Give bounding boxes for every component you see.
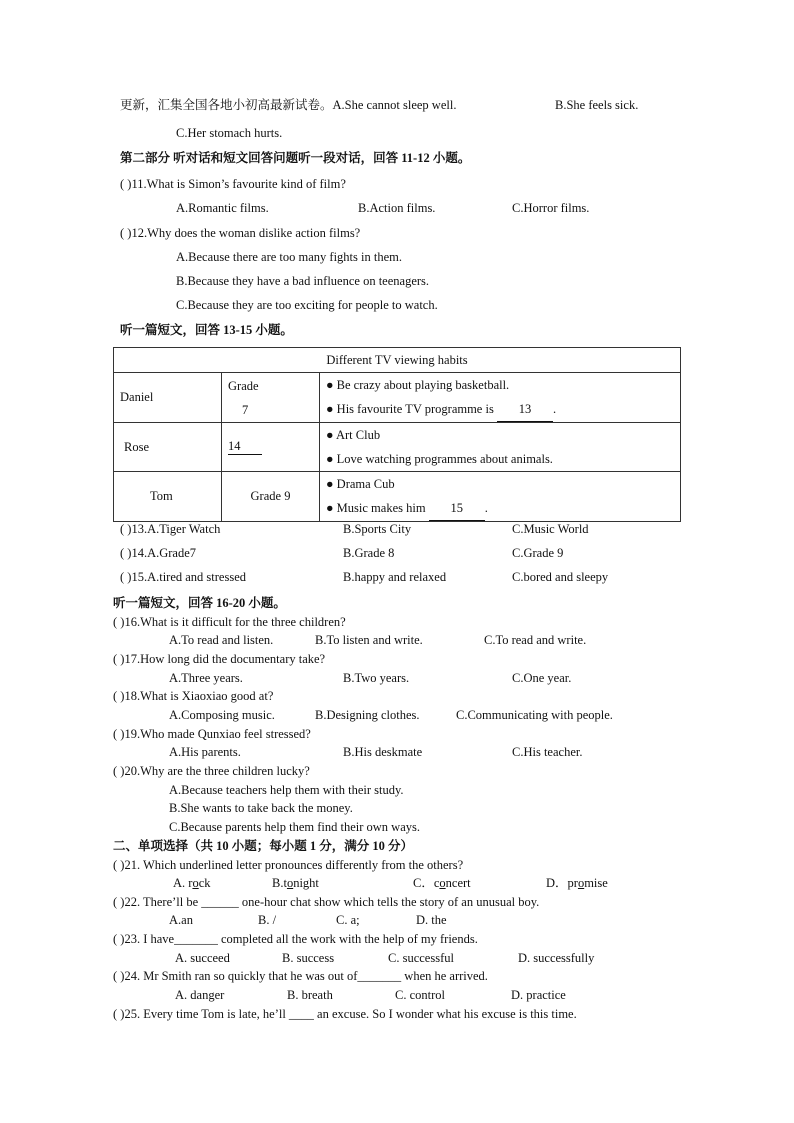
table-row — [114, 423, 681, 472]
option-a: A.To read and listen. — [169, 633, 274, 647]
question-19 — [113, 726, 311, 742]
option-c: C.Because parents help them find their own ways. — [169, 820, 420, 834]
option-a: A.Three years. — [169, 671, 243, 685]
question-stem: 17.How long did the documentary take? — [124, 652, 326, 666]
question-16 — [113, 614, 346, 630]
question-stem: 16.What is it difficult for the three children? — [124, 615, 346, 629]
option-c: C. control — [395, 988, 445, 1002]
passage1-heading: 听一篇短文，回答 13-15 小题。 — [120, 323, 293, 337]
option-c: C.To read and write. — [484, 633, 587, 647]
option-b — [272, 875, 319, 891]
question-stem: 19.Who made Qunxiao feel stressed? — [124, 727, 311, 741]
option-c: C.Her stomach hurts. — [176, 126, 283, 140]
option-c: C.Horror films. — [512, 201, 590, 215]
question-17 — [113, 651, 325, 667]
option-a: A.an — [169, 913, 193, 927]
option-a: A. danger — [175, 988, 225, 1002]
question-15 — [120, 569, 246, 585]
option-b: B.To listen and write. — [315, 633, 423, 647]
question-stem: 14.A.Grade7 — [131, 546, 197, 560]
answer-paren[interactable]: ( ) — [113, 615, 125, 629]
question-stem: 20.Why are the three children lucky? — [124, 764, 310, 778]
option-b: B. success — [282, 951, 335, 965]
info-text: ● Music makes him — [326, 501, 429, 515]
answer-paren[interactable]: ( ) — [120, 226, 132, 240]
option-a: A. succeed — [175, 951, 230, 965]
question-stem: 13.A.Tiger Watch — [131, 522, 221, 536]
option-b: B.Action films. — [358, 201, 436, 215]
grade-label: Grade — [228, 378, 259, 393]
option-a: A.Romantic films. — [176, 201, 269, 215]
question-stem: 12.Why does the woman dislike action films? — [131, 226, 361, 240]
answer-paren[interactable]: ( ) — [120, 522, 132, 536]
answer-paren[interactable]: ( ) — [113, 932, 125, 946]
question-25 — [113, 1006, 577, 1022]
question-18 — [113, 688, 273, 704]
option-b: B.Sports City — [343, 522, 412, 536]
option-text: D．pr — [546, 876, 578, 890]
question-stem: 25. Every time Tom is late, he’ll ____ an excuse. So I wonder what his excuse is this time. — [124, 1007, 577, 1021]
answer-paren[interactable]: ( ) — [113, 895, 125, 909]
option-a: A.Composing music. — [169, 708, 275, 722]
row-name: Daniel — [114, 373, 222, 423]
underlined-letter: o — [439, 876, 446, 890]
question-stem: 11.What is Simon’s favourite kind of film? — [131, 177, 346, 191]
option-a: A.His parents. — [169, 745, 241, 759]
answer-paren[interactable]: ( ) — [113, 727, 125, 741]
underlined-letter: o — [286, 876, 294, 890]
q10-options-line — [120, 97, 456, 113]
info-text: ● His favourite TV programme is — [326, 402, 497, 416]
info-punct: . — [552, 402, 557, 416]
option-b: B.His deskmate — [343, 745, 423, 759]
answer-blank-14[interactable]: 14 — [228, 439, 262, 455]
question-stem: 15.A.tired and stressed — [131, 570, 247, 584]
option-b: B. / — [258, 913, 277, 927]
info-line — [326, 496, 674, 521]
answer-paren[interactable]: ( ) — [120, 570, 132, 584]
option-c: C.Communicating with people. — [456, 708, 613, 722]
question-12 — [120, 225, 360, 241]
underlined-letter: o — [577, 876, 585, 890]
answer-paren[interactable]: ( ) — [113, 1007, 125, 1021]
question-24 — [113, 968, 488, 984]
row-grade: Grade 9 — [222, 472, 320, 522]
option-text: B.t — [272, 876, 287, 890]
option-b: B. breath — [287, 988, 333, 1002]
option-text: C．c — [413, 876, 440, 890]
info-line: ● Art Club — [326, 428, 381, 442]
question-stem: 23. I have_______ completed all the work with the help of my friends. — [124, 932, 478, 946]
table-title: Different TV viewing habits — [114, 348, 681, 373]
table-row — [114, 472, 681, 522]
option-c: C.One year. — [512, 671, 572, 685]
option-a: A.She cannot sleep well. — [332, 98, 457, 112]
row-info — [320, 373, 681, 423]
answer-paren[interactable]: ( ) — [113, 764, 125, 778]
question-stem: 22. There’ll be ______ one-hour chat show which tells the story of an unusual boy. — [124, 895, 540, 909]
answer-blank-13[interactable]: 13 — [497, 397, 553, 422]
option-b: B.Designing clothes. — [315, 708, 420, 722]
option-text: A. r — [173, 876, 193, 890]
option-c — [413, 875, 471, 891]
info-line: ● Drama Cub — [326, 477, 395, 491]
row-grade — [222, 423, 320, 472]
option-d: D. the — [416, 913, 447, 927]
info-line: ● Love watching programmes about animals. — [326, 452, 553, 466]
underlined-letter: o — [192, 876, 199, 890]
question-stem: 24. Mr Smith ran so quickly that he was out of_______ when he arrived. — [124, 969, 488, 983]
row-grade — [222, 373, 320, 423]
row-info — [320, 423, 681, 472]
info-line — [326, 397, 674, 422]
question-13 — [120, 521, 220, 537]
option-text: ck — [198, 876, 211, 890]
question-22 — [113, 894, 539, 910]
option-b: B.She feels sick. — [555, 98, 639, 112]
answer-blank-15[interactable]: 15 — [429, 496, 485, 521]
question-23 — [113, 931, 478, 947]
row-info — [320, 472, 681, 522]
info-punct: . — [484, 501, 488, 515]
option-c: C.Music World — [512, 522, 589, 536]
row-name: Rose — [114, 423, 222, 472]
question-21 — [113, 857, 463, 873]
section2-heading: 二、单项选择（共 10 小题；每小题 1 分，满分 10 分） — [113, 839, 414, 853]
option-b: B.Grade 8 — [343, 546, 395, 560]
option-d: D. practice — [511, 988, 566, 1002]
answer-paren[interactable]: ( ) — [113, 858, 125, 872]
part2-heading: 第二部分 听对话和短文回答问题听一段对话，回答 11-12 小题。 — [120, 151, 471, 165]
answer-paren[interactable]: ( ) — [120, 546, 132, 560]
answer-paren[interactable]: ( ) — [113, 689, 125, 703]
option-c: C.Because they are too exciting for people to watch. — [176, 298, 438, 312]
option-d — [546, 875, 608, 891]
question-stem: 18.What is Xiaoxiao good at? — [124, 689, 274, 703]
option-a: A.Because teachers help them with their study. — [169, 783, 404, 797]
option-a: A.Because there are too many fights in them. — [176, 250, 402, 264]
question-11 — [120, 176, 346, 192]
option-c: C.bored and sleepy — [512, 570, 609, 584]
answer-paren[interactable]: ( ) — [113, 969, 125, 983]
question-stem: 21. Which underlined letter pronounces differently from the others? — [124, 858, 464, 872]
option-b: B.She wants to take back the money. — [169, 801, 353, 815]
option-c: C. successful — [388, 951, 454, 965]
answer-paren[interactable]: ( ) — [113, 652, 125, 666]
answer-paren[interactable]: ( ) — [120, 177, 132, 191]
option-text: ncert — [445, 876, 471, 890]
option-c: C. a; — [336, 913, 360, 927]
option-a — [173, 875, 211, 891]
question-20 — [113, 763, 310, 779]
option-text: mise — [584, 876, 608, 890]
tv-habits-table — [113, 347, 681, 522]
question-14 — [120, 545, 196, 561]
option-text: night — [293, 876, 319, 890]
option-b: B.Because they have a bad influence on teenagers. — [176, 274, 430, 288]
passage2-heading: 听一篇短文，回答 16-20 小题。 — [113, 596, 286, 610]
row-name: Tom — [114, 472, 222, 522]
option-c: C.Grade 9 — [512, 546, 564, 560]
option-c: C.His teacher. — [512, 745, 583, 759]
option-b: B.happy and relaxed — [343, 570, 447, 584]
option-b: B.Two years. — [343, 671, 410, 685]
option-d: D. successfully — [518, 951, 595, 965]
info-line: ● Be crazy about playing basketball. — [326, 378, 510, 392]
grade-value: 7 — [242, 402, 249, 417]
table-row — [114, 373, 681, 423]
header-prefix: 更新，汇集全国各地小初高最新试卷。 — [120, 98, 333, 112]
